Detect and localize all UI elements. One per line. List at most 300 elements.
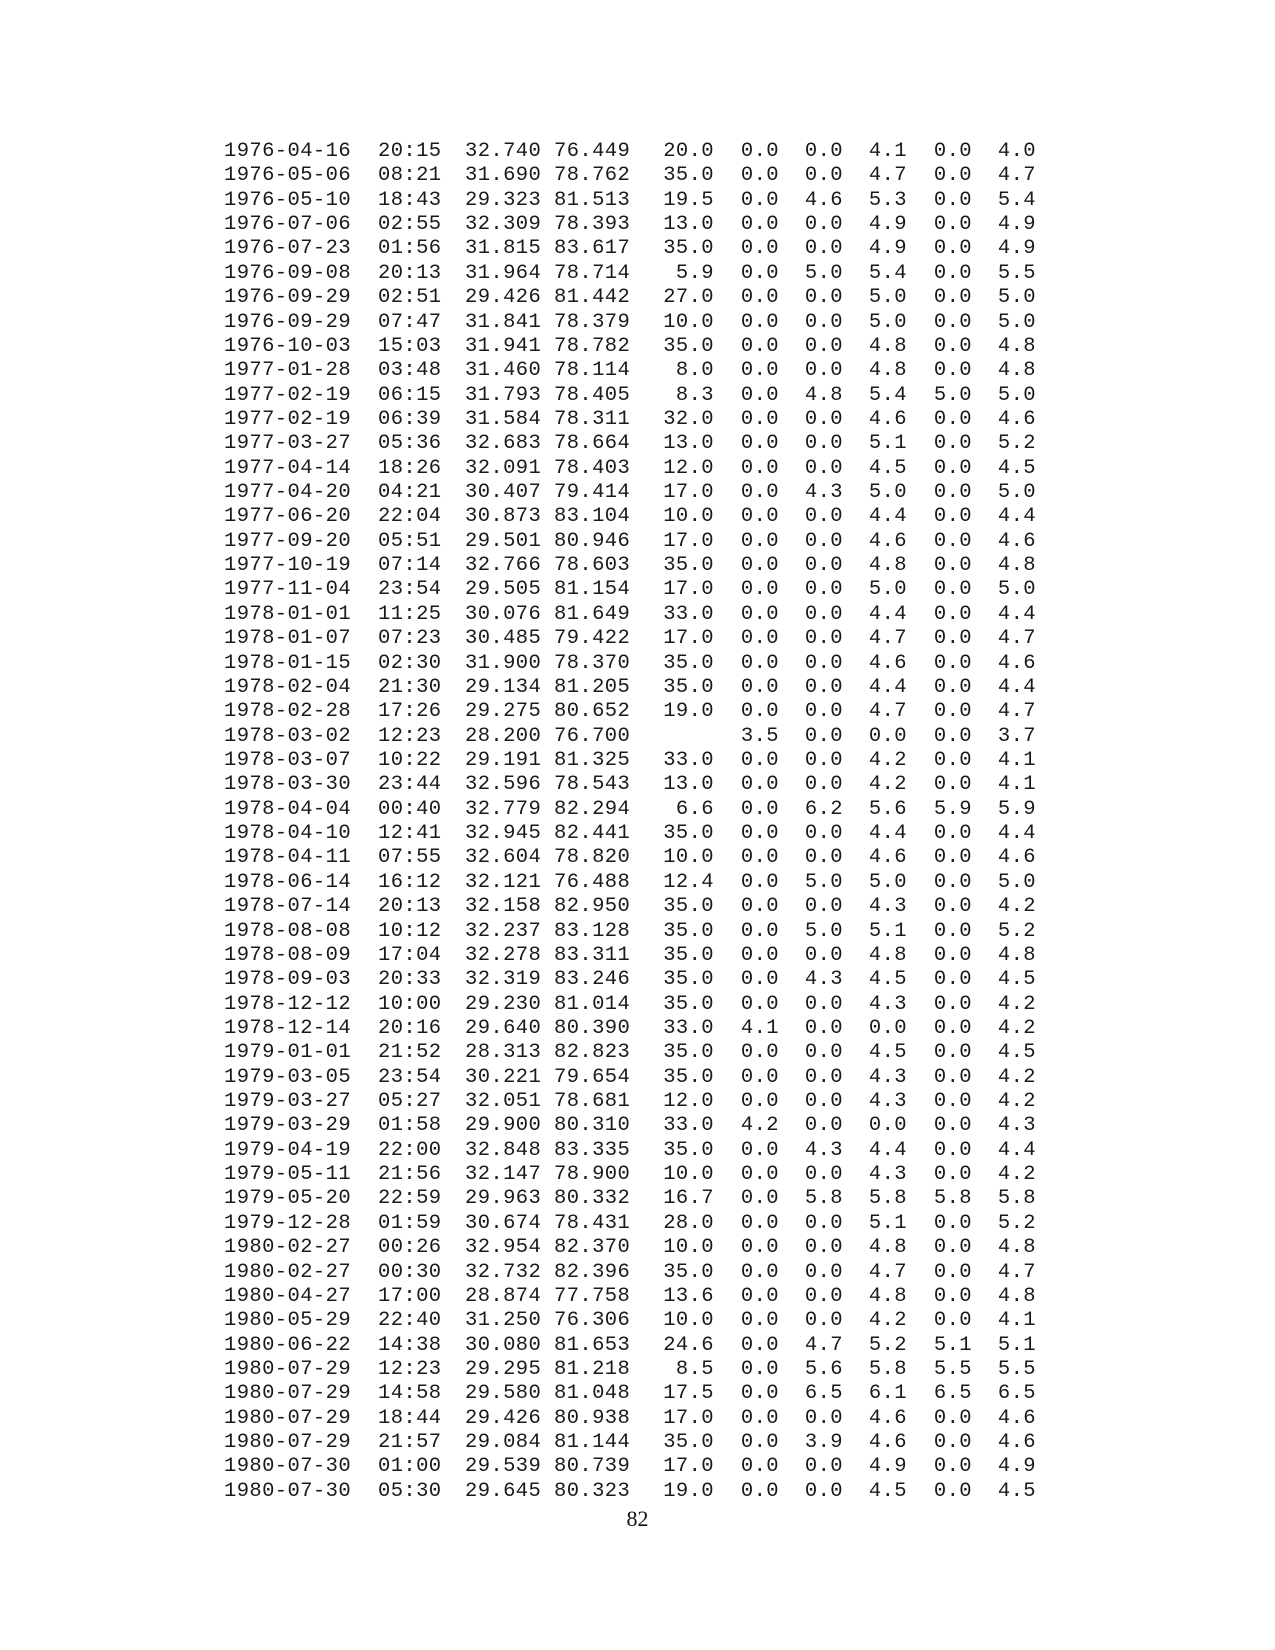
date-cell: 1978-02-28 <box>224 700 352 724</box>
time-cell: 05:30 <box>378 1479 442 1503</box>
depth-cell: 10.0 <box>663 1163 714 1187</box>
magnitude-4-cell: 0.0 <box>933 1090 972 1114</box>
magnitude-3-cell: 5.0 <box>868 481 907 505</box>
magnitude-5-cell: 4.6 <box>997 407 1036 431</box>
magnitude-1-cell: 0.0 <box>740 1260 779 1284</box>
magnitude-4-cell: 0.0 <box>933 773 972 797</box>
time-cell: 20:15 <box>378 140 442 163</box>
magnitude-4-cell: 0.0 <box>933 846 972 870</box>
time-cell: 20:33 <box>378 968 442 992</box>
date-cell: 1976-10-03 <box>224 334 352 358</box>
magnitude-3-cell: 4.4 <box>868 1138 907 1162</box>
depth-cell: 13.0 <box>663 773 714 797</box>
table-row <box>224 1114 1064 1138</box>
latitude-cell: 31.941 <box>465 334 542 358</box>
latitude-cell: 30.080 <box>465 1333 542 1357</box>
longitude-cell: 80.310 <box>554 1114 631 1138</box>
longitude-cell: 82.370 <box>554 1236 631 1260</box>
magnitude-4-cell: 0.0 <box>933 164 972 188</box>
depth-cell: 17.0 <box>663 627 714 651</box>
magnitude-1-cell: 0.0 <box>740 846 779 870</box>
magnitude-4-cell: 0.0 <box>933 407 972 431</box>
date-cell: 1976-05-06 <box>224 164 352 188</box>
time-cell: 12:23 <box>378 724 442 748</box>
table-row <box>224 481 1064 505</box>
table-row <box>224 262 1064 286</box>
magnitude-3-cell: 4.1 <box>868 140 907 163</box>
magnitude-1-cell: 0.0 <box>740 651 779 675</box>
magnitude-4-cell: 5.9 <box>933 797 972 821</box>
magnitude-1-cell: 0.0 <box>740 1163 779 1187</box>
magnitude-5-cell: 5.8 <box>997 1187 1036 1211</box>
magnitude-4-cell: 0.0 <box>933 1406 972 1430</box>
magnitude-2-cell: 0.0 <box>804 1236 843 1260</box>
magnitude-4-cell: 0.0 <box>933 943 972 967</box>
magnitude-3-cell: 4.8 <box>868 359 907 383</box>
magnitude-4-cell: 0.0 <box>933 456 972 480</box>
magnitude-4-cell: 0.0 <box>933 1138 972 1162</box>
magnitude-2-cell: 5.0 <box>804 870 843 894</box>
latitude-cell: 31.460 <box>465 359 542 383</box>
magnitude-4-cell: 0.0 <box>933 1236 972 1260</box>
time-cell: 22:00 <box>378 1138 442 1162</box>
depth-cell: 8.0 <box>675 359 714 383</box>
date-cell: 1976-07-23 <box>224 237 352 261</box>
magnitude-2-cell: 0.0 <box>804 359 843 383</box>
time-cell: 21:52 <box>378 1041 442 1065</box>
table-row <box>224 627 1064 651</box>
longitude-cell: 82.441 <box>554 822 631 846</box>
magnitude-1-cell: 0.0 <box>740 1431 779 1455</box>
table-row <box>224 1261 1064 1285</box>
magnitude-5-cell: 5.5 <box>997 261 1036 285</box>
depth-cell: 35.0 <box>663 164 714 188</box>
magnitude-3-cell: 4.3 <box>868 992 907 1016</box>
time-cell: 22:04 <box>378 505 442 529</box>
time-cell: 22:40 <box>378 1309 442 1333</box>
depth-cell: 27.0 <box>663 286 714 310</box>
magnitude-4-cell: 5.8 <box>933 1187 972 1211</box>
magnitude-3-cell: 5.3 <box>868 188 907 212</box>
magnitude-1-cell: 4.1 <box>740 1016 779 1040</box>
magnitude-2-cell: 0.0 <box>804 1114 843 1138</box>
magnitude-2-cell: 0.0 <box>804 213 843 237</box>
magnitude-3-cell: 5.4 <box>868 261 907 285</box>
depth-cell: 35.0 <box>663 1138 714 1162</box>
magnitude-5-cell: 4.5 <box>997 1479 1036 1503</box>
depth-cell: 35.0 <box>663 943 714 967</box>
magnitude-3-cell: 4.7 <box>868 627 907 651</box>
depth-cell: 10.0 <box>663 846 714 870</box>
date-cell: 1978-09-03 <box>224 968 352 992</box>
time-cell: 14:58 <box>378 1382 442 1406</box>
latitude-cell: 32.158 <box>465 895 542 919</box>
time-cell: 23:54 <box>378 1065 442 1089</box>
depth-cell: 35.0 <box>663 651 714 675</box>
magnitude-4-cell: 0.0 <box>933 310 972 334</box>
time-cell: 22:59 <box>378 1187 442 1211</box>
magnitude-5-cell: 4.4 <box>997 505 1036 529</box>
date-cell: 1978-04-10 <box>224 822 352 846</box>
depth-cell: 10.0 <box>663 310 714 334</box>
date-cell: 1976-09-08 <box>224 261 352 285</box>
table-row <box>224 1480 1064 1504</box>
magnitude-1-cell: 0.0 <box>740 286 779 310</box>
magnitude-2-cell: 0.0 <box>804 578 843 602</box>
magnitude-2-cell: 5.0 <box>804 261 843 285</box>
magnitude-2-cell: 0.0 <box>804 554 843 578</box>
time-cell: 05:36 <box>378 432 442 456</box>
time-cell: 17:00 <box>378 1284 442 1308</box>
magnitude-4-cell: 0.0 <box>933 822 972 846</box>
date-cell: 1978-03-07 <box>224 748 352 772</box>
longitude-cell: 83.246 <box>554 968 631 992</box>
time-cell: 20:13 <box>378 261 442 285</box>
table-row <box>224 311 1064 335</box>
date-cell: 1977-03-27 <box>224 432 352 456</box>
time-cell: 07:47 <box>378 310 442 334</box>
depth-cell: 12.0 <box>663 456 714 480</box>
longitude-cell: 82.396 <box>554 1260 631 1284</box>
date-cell: 1979-03-29 <box>224 1114 352 1138</box>
time-cell: 03:48 <box>378 359 442 383</box>
table-row <box>224 578 1064 602</box>
magnitude-2-cell: 0.0 <box>804 286 843 310</box>
magnitude-3-cell: 4.3 <box>868 1090 907 1114</box>
magnitude-1-cell: 0.0 <box>740 822 779 846</box>
date-cell: 1978-01-15 <box>224 651 352 675</box>
date-cell: 1978-03-02 <box>224 724 352 748</box>
table-row <box>224 1066 1064 1090</box>
magnitude-4-cell: 0.0 <box>933 895 972 919</box>
magnitude-4-cell: 0.0 <box>933 578 972 602</box>
longitude-cell: 79.422 <box>554 627 631 651</box>
magnitude-5-cell: 5.0 <box>997 578 1036 602</box>
magnitude-1-cell: 0.0 <box>740 578 779 602</box>
latitude-cell: 28.313 <box>465 1041 542 1065</box>
magnitude-3-cell: 4.5 <box>868 1041 907 1065</box>
table-row <box>224 1334 1064 1358</box>
magnitude-5-cell: 4.2 <box>997 992 1036 1016</box>
magnitude-3-cell: 6.1 <box>868 1382 907 1406</box>
depth-cell: 35.0 <box>663 1065 714 1089</box>
magnitude-2-cell: 0.0 <box>804 310 843 334</box>
time-cell: 06:15 <box>378 383 442 407</box>
magnitude-1-cell: 0.0 <box>740 481 779 505</box>
magnitude-3-cell: 5.1 <box>868 919 907 943</box>
table-row <box>224 1431 1064 1455</box>
magnitude-5-cell: 4.1 <box>997 748 1036 772</box>
magnitude-4-cell: 6.5 <box>933 1382 972 1406</box>
time-cell: 01:56 <box>378 237 442 261</box>
magnitude-1-cell: 0.0 <box>740 870 779 894</box>
date-cell: 1980-05-29 <box>224 1309 352 1333</box>
latitude-cell: 29.295 <box>465 1357 542 1381</box>
longitude-cell: 81.048 <box>554 1382 631 1406</box>
longitude-cell: 82.294 <box>554 797 631 821</box>
date-cell: 1979-03-05 <box>224 1065 352 1089</box>
time-cell: 02:51 <box>378 286 442 310</box>
depth-cell: 10.0 <box>663 1236 714 1260</box>
depth-cell: 13.0 <box>663 432 714 456</box>
longitude-cell: 78.762 <box>554 164 631 188</box>
latitude-cell: 31.841 <box>465 310 542 334</box>
time-cell: 07:55 <box>378 846 442 870</box>
magnitude-4-cell: 0.0 <box>933 602 972 626</box>
date-cell: 1976-07-06 <box>224 213 352 237</box>
longitude-cell: 78.820 <box>554 846 631 870</box>
table-row <box>224 1017 1064 1041</box>
magnitude-3-cell: 4.6 <box>868 529 907 553</box>
date-cell: 1978-01-07 <box>224 627 352 651</box>
date-cell: 1977-10-19 <box>224 554 352 578</box>
magnitude-2-cell: 0.0 <box>804 1163 843 1187</box>
time-cell: 07:14 <box>378 554 442 578</box>
time-cell: 10:22 <box>378 748 442 772</box>
magnitude-4-cell: 0.0 <box>933 724 972 748</box>
magnitude-1-cell: 0.0 <box>740 505 779 529</box>
longitude-cell: 78.714 <box>554 261 631 285</box>
magnitude-1-cell: 0.0 <box>740 407 779 431</box>
longitude-cell: 78.664 <box>554 432 631 456</box>
magnitude-5-cell: 5.2 <box>997 432 1036 456</box>
longitude-cell: 78.900 <box>554 1163 631 1187</box>
latitude-cell: 32.051 <box>465 1090 542 1114</box>
latitude-cell: 32.848 <box>465 1138 542 1162</box>
magnitude-5-cell: 4.2 <box>997 1016 1036 1040</box>
magnitude-2-cell: 0.0 <box>804 237 843 261</box>
magnitude-3-cell: 4.8 <box>868 334 907 358</box>
magnitude-5-cell: 4.8 <box>997 359 1036 383</box>
magnitude-4-cell: 0.0 <box>933 237 972 261</box>
magnitude-4-cell: 0.0 <box>933 505 972 529</box>
table-row <box>224 505 1064 529</box>
latitude-cell: 28.200 <box>465 724 542 748</box>
magnitude-5-cell: 5.1 <box>997 1333 1036 1357</box>
date-cell: 1976-09-29 <box>224 286 352 310</box>
magnitude-5-cell: 5.0 <box>997 481 1036 505</box>
depth-cell: 6.6 <box>675 797 714 821</box>
depth-cell: 17.0 <box>663 529 714 553</box>
depth-cell: 19.0 <box>663 700 714 724</box>
latitude-cell: 29.191 <box>465 748 542 772</box>
magnitude-2-cell: 0.0 <box>804 1455 843 1479</box>
magnitude-1-cell: 4.2 <box>740 1114 779 1138</box>
table-row <box>224 213 1064 237</box>
table-row <box>224 798 1064 822</box>
latitude-cell: 29.505 <box>465 578 542 602</box>
depth-cell: 28.0 <box>663 1211 714 1235</box>
longitude-cell: 78.370 <box>554 651 631 675</box>
longitude-cell: 80.938 <box>554 1406 631 1430</box>
longitude-cell: 83.617 <box>554 237 631 261</box>
magnitude-3-cell: 5.8 <box>868 1357 907 1381</box>
latitude-cell: 29.900 <box>465 1114 542 1138</box>
magnitude-5-cell: 4.4 <box>997 602 1036 626</box>
latitude-cell: 32.147 <box>465 1163 542 1187</box>
magnitude-4-cell: 5.0 <box>933 383 972 407</box>
magnitude-1-cell: 0.0 <box>740 383 779 407</box>
latitude-cell: 32.309 <box>465 213 542 237</box>
date-cell: 1979-03-27 <box>224 1090 352 1114</box>
date-cell: 1978-02-04 <box>224 675 352 699</box>
time-cell: 16:12 <box>378 870 442 894</box>
time-cell: 18:26 <box>378 456 442 480</box>
magnitude-3-cell: 4.4 <box>868 822 907 846</box>
longitude-cell: 80.323 <box>554 1479 631 1503</box>
magnitude-1-cell: 0.0 <box>740 627 779 651</box>
latitude-cell: 30.674 <box>465 1211 542 1235</box>
latitude-cell: 29.426 <box>465 286 542 310</box>
depth-cell: 8.3 <box>675 383 714 407</box>
magnitude-4-cell: 0.0 <box>933 1065 972 1089</box>
magnitude-1-cell: 0.0 <box>740 895 779 919</box>
longitude-cell: 81.014 <box>554 992 631 1016</box>
date-cell: 1978-06-14 <box>224 870 352 894</box>
magnitude-3-cell: 0.0 <box>868 1114 907 1138</box>
magnitude-1-cell: 0.0 <box>740 359 779 383</box>
magnitude-4-cell: 0.0 <box>933 968 972 992</box>
table-row <box>224 846 1064 870</box>
latitude-cell: 32.319 <box>465 968 542 992</box>
time-cell: 05:27 <box>378 1090 442 1114</box>
magnitude-1-cell: 0.0 <box>740 797 779 821</box>
magnitude-2-cell: 4.7 <box>804 1333 843 1357</box>
magnitude-2-cell: 0.0 <box>804 675 843 699</box>
latitude-cell: 32.683 <box>465 432 542 456</box>
latitude-cell: 31.793 <box>465 383 542 407</box>
magnitude-5-cell: 4.6 <box>997 846 1036 870</box>
magnitude-2-cell: 5.8 <box>804 1187 843 1211</box>
magnitude-5-cell: 4.5 <box>997 968 1036 992</box>
magnitude-1-cell: 0.0 <box>740 237 779 261</box>
longitude-cell: 81.513 <box>554 188 631 212</box>
time-cell: 04:21 <box>378 481 442 505</box>
magnitude-2-cell: 0.0 <box>804 846 843 870</box>
magnitude-1-cell: 0.0 <box>740 1065 779 1089</box>
latitude-cell: 29.640 <box>465 1016 542 1040</box>
magnitude-4-cell: 0.0 <box>933 675 972 699</box>
magnitude-4-cell: 5.5 <box>933 1357 972 1381</box>
latitude-cell: 32.091 <box>465 456 542 480</box>
table-row <box>224 773 1064 797</box>
magnitude-3-cell: 4.3 <box>868 895 907 919</box>
longitude-cell: 78.681 <box>554 1090 631 1114</box>
magnitude-5-cell: 5.2 <box>997 919 1036 943</box>
magnitude-1-cell: 0.0 <box>740 1333 779 1357</box>
magnitude-3-cell: 4.4 <box>868 505 907 529</box>
time-cell: 12:41 <box>378 822 442 846</box>
magnitude-5-cell: 4.5 <box>997 456 1036 480</box>
magnitude-1-cell: 0.0 <box>740 675 779 699</box>
table-row <box>224 335 1064 359</box>
table-row <box>224 189 1064 213</box>
date-cell: 1977-04-14 <box>224 456 352 480</box>
time-cell: 23:44 <box>378 773 442 797</box>
table-row <box>224 1455 1064 1479</box>
depth-cell: 35.0 <box>663 919 714 943</box>
magnitude-1-cell: 0.0 <box>740 748 779 772</box>
date-cell: 1978-04-11 <box>224 846 352 870</box>
magnitude-1-cell: 0.0 <box>740 456 779 480</box>
depth-cell: 17.0 <box>663 1406 714 1430</box>
magnitude-2-cell: 0.0 <box>804 895 843 919</box>
table-row <box>224 944 1064 968</box>
time-cell: 14:38 <box>378 1333 442 1357</box>
magnitude-1-cell: 0.0 <box>740 1479 779 1503</box>
magnitude-2-cell: 4.3 <box>804 968 843 992</box>
magnitude-4-cell: 0.0 <box>933 286 972 310</box>
table-row <box>224 164 1064 188</box>
magnitude-2-cell: 3.9 <box>804 1431 843 1455</box>
magnitude-3-cell: 4.5 <box>868 1479 907 1503</box>
magnitude-3-cell: 4.2 <box>868 1309 907 1333</box>
time-cell: 00:40 <box>378 797 442 821</box>
magnitude-4-cell: 0.0 <box>933 919 972 943</box>
longitude-cell: 78.782 <box>554 334 631 358</box>
magnitude-1-cell: 0.0 <box>740 164 779 188</box>
magnitude-1-cell: 0.0 <box>740 1236 779 1260</box>
time-cell: 18:44 <box>378 1406 442 1430</box>
magnitude-4-cell: 0.0 <box>933 529 972 553</box>
magnitude-4-cell: 0.0 <box>933 1016 972 1040</box>
latitude-cell: 29.963 <box>465 1187 542 1211</box>
latitude-cell: 30.221 <box>465 1065 542 1089</box>
table-row <box>224 1212 1064 1236</box>
magnitude-3-cell: 4.7 <box>868 1260 907 1284</box>
longitude-cell: 81.442 <box>554 286 631 310</box>
latitude-cell: 32.596 <box>465 773 542 797</box>
magnitude-3-cell: 0.0 <box>868 1016 907 1040</box>
magnitude-1-cell: 0.0 <box>740 1187 779 1211</box>
magnitude-5-cell: 4.2 <box>997 895 1036 919</box>
longitude-cell: 78.403 <box>554 456 631 480</box>
depth-cell: 20.0 <box>663 140 714 163</box>
table-row <box>224 554 1064 578</box>
magnitude-3-cell: 4.3 <box>868 1163 907 1187</box>
magnitude-1-cell: 0.0 <box>740 602 779 626</box>
magnitude-3-cell: 4.6 <box>868 846 907 870</box>
table-row <box>224 1382 1064 1406</box>
table-row <box>224 920 1064 944</box>
date-cell: 1976-09-29 <box>224 310 352 334</box>
depth-cell: 19.0 <box>663 1479 714 1503</box>
magnitude-4-cell: 0.0 <box>933 1284 972 1308</box>
time-cell: 21:30 <box>378 675 442 699</box>
magnitude-4-cell: 0.0 <box>933 1479 972 1503</box>
date-cell: 1980-07-29 <box>224 1357 352 1381</box>
magnitude-2-cell: 4.3 <box>804 481 843 505</box>
magnitude-1-cell: 0.0 <box>740 432 779 456</box>
table-row <box>224 530 1064 554</box>
time-cell: 08:21 <box>378 164 442 188</box>
magnitude-1-cell: 0.0 <box>740 1138 779 1162</box>
date-cell: 1976-05-10 <box>224 188 352 212</box>
magnitude-3-cell: 5.1 <box>868 432 907 456</box>
latitude-cell: 29.134 <box>465 675 542 699</box>
date-cell: 1977-04-20 <box>224 481 352 505</box>
longitude-cell: 83.128 <box>554 919 631 943</box>
depth-cell: 35.0 <box>663 968 714 992</box>
magnitude-2-cell: 4.8 <box>804 383 843 407</box>
longitude-cell: 78.603 <box>554 554 631 578</box>
time-cell: 06:39 <box>378 407 442 431</box>
magnitude-4-cell: 0.0 <box>933 748 972 772</box>
magnitude-2-cell: 4.6 <box>804 188 843 212</box>
magnitude-4-cell: 0.0 <box>933 359 972 383</box>
depth-cell: 35.0 <box>663 1260 714 1284</box>
latitude-cell: 29.275 <box>465 700 542 724</box>
